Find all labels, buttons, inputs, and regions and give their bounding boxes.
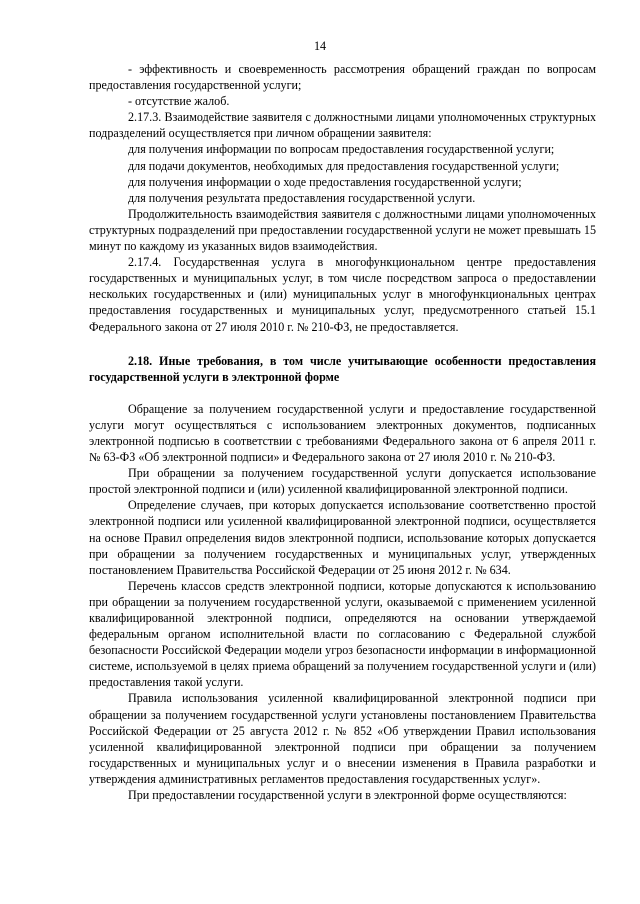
list-item: для получения информации по вопросам предоставления государственной услуги; <box>128 142 555 157</box>
paragraph: 2.17.3. Взаимодействие заявителя с должностными лицами уполномоченных структурных подразделений осуществляется при личном обращении заявителя: <box>89 110 596 141</box>
list-item: для получения информации о ходе предоставления государственной услуги; <box>128 174 522 189</box>
paragraph: При предоставлении государственной услуги в электронной форме осуществляются: <box>128 788 567 803</box>
paragraph: Правила использования усиленной квалифицированной электронной подписи при обращении за получением государственной услуги установлены постановлением Правительства Российской Федерации от 25 августа 2012 г. № 852 «Об утверждении Правил использования усиленной квалифицированной электронной подписи при обращении за получением государственных и муниципальных услуг и о внесении изменения в Правила разработки и утверждения административных регламентов предоставления государственных услуг». <box>89 691 596 786</box>
list-item: для получения результата предоставления государственной услуги. <box>128 190 476 205</box>
paragraph: - эффективность и своевременность рассмотрения обращений граждан по вопросам предоставления государственной услуги; <box>89 62 596 93</box>
page-number: 14 <box>313 39 327 53</box>
paragraph: При обращении за получением государственной услуги допускается использование простой электронной подписи и (или) усиленной квалифицированной электронной подписи. <box>89 466 596 497</box>
paragraph: Определение случаев, при которых допускается использование соответственно простой электронной подписи или усиленной квалифицированной электронной подписи, осуществляется на основе Правил определения видов электронной подписи, использование которых допускается при обращении за получением государственных и муниципальных услуг, утвержденных постановлением Правительства Российской Федерации от 25 июня 2012 г. № 634. <box>89 498 596 577</box>
list-item: для подачи документов, необходимых для предоставления государственной услуги; <box>128 158 560 173</box>
paragraph: Обращение за получением государственной услуги и предоставление государственной услуги могут осуществляться с использованием электронных документов, подписанных электронной подписью в соответствии с требованиями Федерального закона от 6 апреля 2011 г. № 63-ФЗ «Об электронной подписи» и Федерального закона от 27 июля 2010 г. № 210-ФЗ. <box>89 401 596 465</box>
paragraph: 2.17.4. Государственная услуга в многофункциональном центре предоставления государственных и муниципальных услуг, в том числе посредством запроса о предоставлении нескольких государственных и (или) муниципальных услуг в многофункциональных центрах предоставления государственных и муниципальных услуг, предусмотренного статьей 15.1 Федерального закона от 27 июля 2010 г. № 210-ФЗ, не предоставляется. <box>89 255 596 334</box>
document-body <box>89 61 596 803</box>
paragraph: - отсутствие жалоб. <box>128 94 230 109</box>
paragraph: Продолжительность взаимодействия заявителя с должностными лицами уполномоченных структурных подразделений при предоставлении государственной услуги не может превышать 15 минут по каждому из указанных видов взаимодействия. <box>89 206 596 254</box>
paragraph: Перечень классов средств электронной подписи, которые допускаются к использованию при обращении за получением государственной услуги, оказываемой с применением усиленной квалифицированной электронной подписи, определяются на основании утверждаемой федеральным органом исполнительной власти по согласованию с Федеральной службой безопасности Российской Федерации модели угроз безопасности информации в информационной системе, используемой в целях приема обращений за получением государственной услуги и (или) предоставления такой услуги. <box>89 578 596 690</box>
section-heading: 2.18. Иные требования, в том числе учитывающие особенности предоставления государственной услуги в электронной форме <box>89 353 596 384</box>
